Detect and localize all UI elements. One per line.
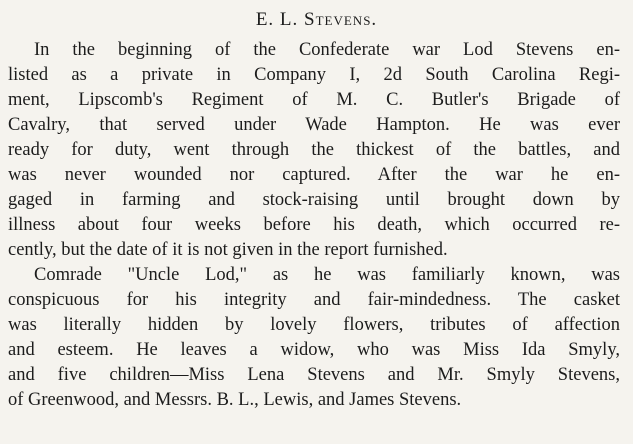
paragraph-1-line-4: Cavalry, that served under Wade Hampton. He was ever: [8, 115, 620, 135]
paragraph-2-line-2: conspicuous for his integrity and fair-mindedness. The casket: [8, 290, 620, 310]
paragraph-1-line-2: listed as a private in Company I, 2d South Carolina Regi-: [8, 65, 620, 85]
paragraph-2-line-1: Comrade "Uncle Lod," as he was familiarly known, was: [34, 265, 620, 285]
paragraph-1-line-3: ment, Lipscomb's Regiment of M. C. Butler's Brigade of: [8, 90, 620, 110]
article-heading-text: E. L. Stevens.: [255, 9, 378, 30]
paragraph-1-line-9: cently, but the date of it is not given in the report furnished.: [8, 240, 448, 260]
paragraph-2-line-5: and five children—Miss Lena Stevens and Mr. Smyly Stevens,: [8, 365, 620, 385]
paragraph-2-line-4: and esteem. He leaves a widow, who was Miss Ida Smyly,: [8, 340, 620, 360]
paragraph-2-line-6: of Greenwood, and Messrs. B. L., Lewis, and James Stevens.: [8, 390, 462, 410]
paragraph-1-line-6: was never wounded nor captured. After the war he en-: [8, 165, 620, 185]
article-heading: [0, 9, 633, 31]
paragraph-1-line-1: In the beginning of the Confederate war Lod Stevens en-: [34, 40, 620, 60]
paragraph-1-line-7: gaged in farming and stock-raising until brought down by: [8, 190, 620, 210]
paragraph-1-line-5: ready for duty, went through the thickest of the battles, and: [8, 140, 620, 160]
paragraph-2-line-3: was literally hidden by lovely flowers, tributes of affection: [8, 315, 620, 335]
paragraph-1-line-8: illness about four weeks before his death, which occurred re-: [8, 215, 620, 235]
